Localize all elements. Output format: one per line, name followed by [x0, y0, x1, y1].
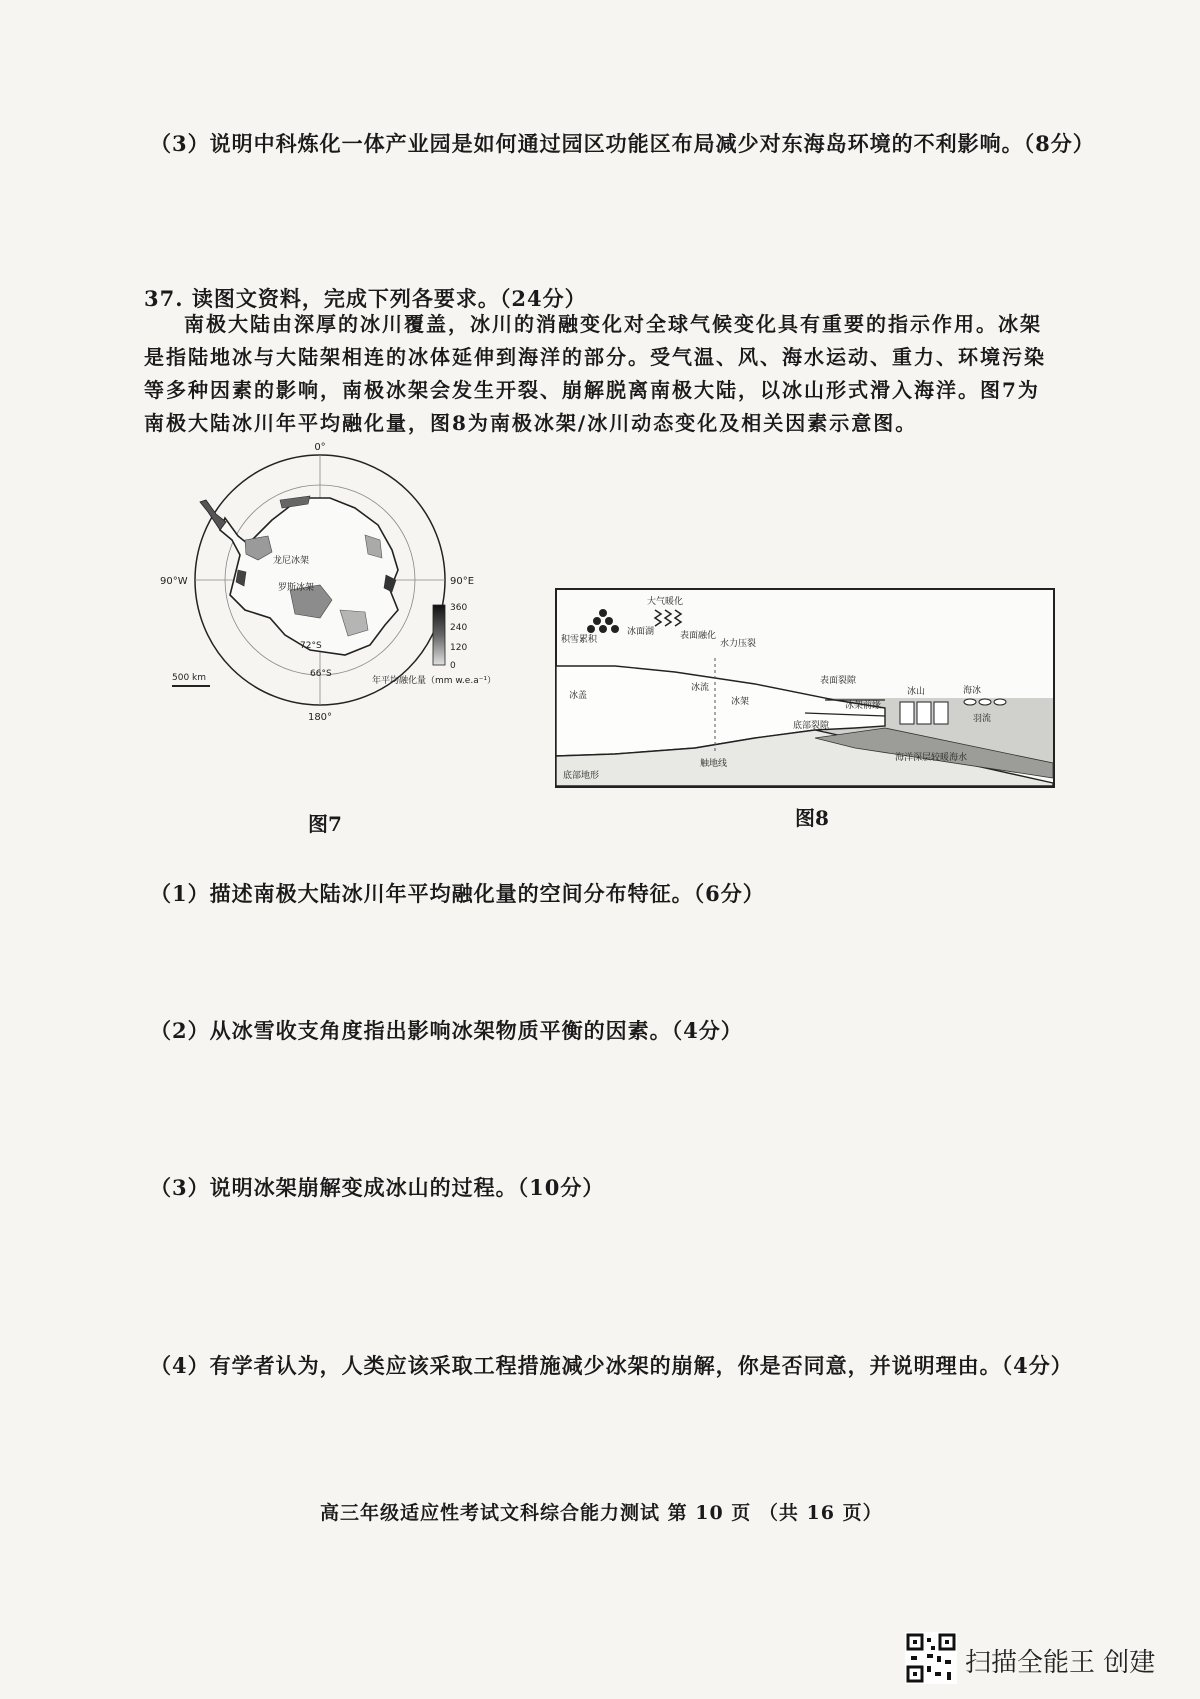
page-footer: 高三年级适应性考试文科综合能力测试 第 10 页 （共 16 页） [320, 1502, 883, 1524]
label-warming: 大气暖化 [647, 597, 684, 607]
scale-label: 500 km [172, 673, 207, 683]
ross-ice-shelf-label: 罗斯冰架 [278, 583, 315, 593]
question-37-title: 37. 读图文资料，完成下列各要求。（24分） [144, 286, 587, 311]
label-plume: 羽流 [973, 714, 992, 724]
legend-tick-360: 360 [450, 603, 468, 613]
label-snow: 积雪累积 [561, 635, 598, 645]
ronne-ice-shelf-label: 龙尼冰架 [273, 556, 310, 566]
figure-7-map [160, 440, 500, 770]
label-iceberg: 冰山 [907, 687, 926, 697]
figure-7-caption: 图7 [308, 812, 342, 836]
question-37-2: （2）从冰雪收支角度指出影响冰架物质平衡的因素。（4分） [150, 1018, 743, 1043]
label-ice-front: 冰架前缘 [845, 701, 882, 711]
label-surface-crack: 表面裂隙 [820, 676, 857, 686]
question-37-4: （4）有学者认为，人类应该采取工程措施减少冰架的崩解，你是否同意，并说明理由。（4分） [150, 1353, 1073, 1378]
label-basal-crack: 底部裂隙 [793, 721, 830, 731]
legend-tick-120: 120 [450, 643, 468, 653]
label-ice-shelf: 冰架 [731, 697, 750, 707]
figure-8-diagram [555, 588, 1055, 788]
melt-legend-bar [433, 605, 445, 665]
question-37-paragraph: 南极大陆由深厚的冰川覆盖，冰川的消融变化对全球气候变化具有重要的指示作用。冰架是指陆地冰与大陆架相连的冰体延伸到海洋的部分。受气温、风、海水运动、重力、环境污染等多种因素的影响，南极冰架会发生开裂、崩解脱离南极大陆，以冰山形式滑入海洋。图7为南极大陆冰川年平均融化量，图8为南极冰架/冰川动态变化及相关因素示意图。 [144, 312, 1046, 435]
label-ice-sheet: 冰盖 [569, 691, 588, 701]
question-36-3: （3）说明中科炼化一体产业园是如何通过园区功能区布局减少对东海岛环境的不利影响。（8分） [150, 131, 1095, 156]
label-sea-ice: 海冰 [963, 686, 982, 696]
label-ice-flow: 冰流 [691, 683, 710, 693]
question-37-3: （3）说明冰架崩解变成冰山的过程。（10分） [150, 1175, 605, 1200]
label-warm-water: 海洋深层较暖海水 [895, 753, 968, 763]
legend-tick-0: 0 [450, 661, 456, 671]
lon-0-label: 0° [314, 442, 326, 453]
qr-code-icon [905, 1632, 957, 1684]
question-37-1: （1）描述南极大陆冰川年平均融化量的空间分布特征。（6分） [150, 881, 765, 906]
scanner-watermark: 扫描全能王 创建 [965, 1648, 1156, 1678]
label-grounding-line: 触地线 [700, 759, 728, 769]
lat-66-label: 66°S [310, 669, 332, 679]
label-surface-melt: 表面融化 [680, 631, 717, 641]
legend-title: 年平均融化量（mm w.e.a⁻¹） [372, 676, 497, 686]
lon-90w-label: 90°W [160, 576, 188, 587]
lat-72-label: 72°S [300, 641, 322, 651]
label-bedrock: 底部地形 [563, 771, 600, 781]
lon-180-label: 180° [307, 712, 333, 723]
label-surface-lake: 冰面湖 [627, 627, 655, 637]
figure-8-caption: 图8 [795, 806, 829, 830]
lon-90e-label: 90°E [450, 576, 475, 587]
legend-tick-240: 240 [450, 623, 468, 633]
label-hydrofracture: 水力压裂 [720, 639, 757, 649]
